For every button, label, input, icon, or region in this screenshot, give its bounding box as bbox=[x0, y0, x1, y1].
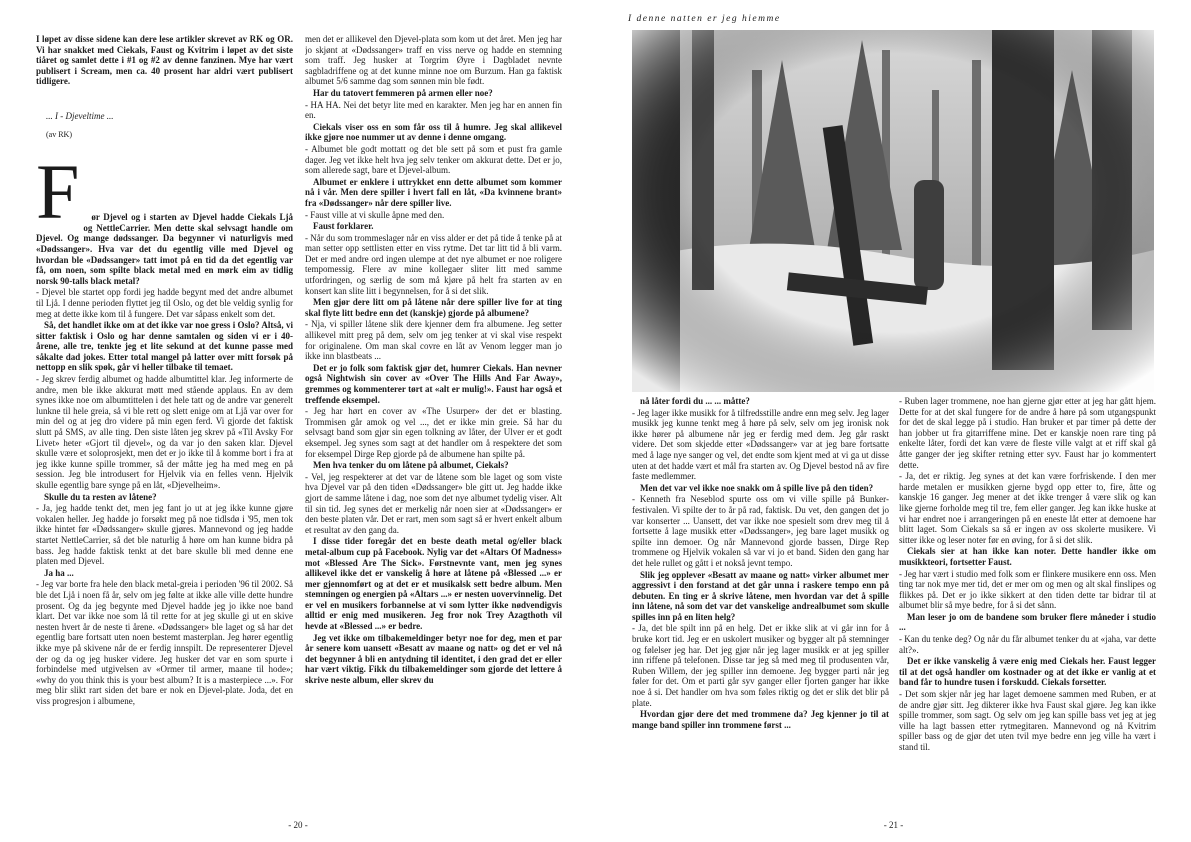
answer-paragraph: - Det som skjer når jeg har laget demoene sammen med Ruben, er at de andre gjør sitt. Jeg dikterer ikke hva Faust skal gjøre. Jeg kan ikke spille trommer, som sagt. Og selv om jeg kan spille bass vet jeg at jeg ville ha lagt bassen etter rytmegitaren. Mannevond og nå Kvitrim spiller bass og de gjør det uten tvil mye bedre enn jeg ville ha vært i stand til. bbox=[899, 689, 1156, 752]
question-paragraph: Men gjør dere litt om på låtene når dere spiller live for at ting skal flyte litt bedre enn det (kanskje) gjorde på albumene? bbox=[305, 297, 562, 318]
question-paragraph: Slik jeg opplever «Besatt av maane og natt» virker albumet mer aggressivt i den forstand at det går unna i raskere tempo enn på debuten. En ting er å skrive låtene, men hvordan var det å spille inn låtene, nå som det var det vanskelige andrealbumet som skulle spilles inn på en liten helg? bbox=[632, 569, 889, 622]
answer-paragraph: - Vel, jeg respekterer at det var de låtene som ble laget og som viste hva Djevel var på den tiden «Dødssanger» ble gitt ut. Jeg hadde ikke gjort de samme låtene i dag, noe som det nye albumet tydelig viser. Alt til sin tid. Jeg synes det er merkelig når noen sier at «Dødssanger» er den beste platen vår. Det er rart, men som sagt så er hvert enkelt album et resultat av den gang da. bbox=[305, 471, 562, 535]
question-paragraph: Det er ikke vanskelig å være enig med Ciekals her. Faust legger til at det også handler om kostnader og at det ikke er vanlig at et band får to hundre tusen i forskudd. Ciekals forsetter. bbox=[899, 656, 1156, 688]
question-paragraph: Har du tatovert femmeren på armen eller noe? bbox=[313, 87, 493, 98]
running-head: I denne natten er jeg hiemme bbox=[628, 14, 781, 24]
answer-paragraph: men det er allikevel den Djevel-plata som kom ut det året. Men jeg har jo skjønt at «Dødssanger» traff en viss nerve og hadde en stemning som traff. Jeg husker at Torgrim Øyre i Dagbladet nevnte sagbladriffene og at det kunne minne noe om Burzum. Han ga faktisk albumet 5/6 samme dag som sønnen min ble født. bbox=[305, 34, 562, 87]
question-paragraph: Ciekals sier at han ikke kan noter. Dette handler ikke om musikkteori, fortsetter Faust. bbox=[899, 546, 1156, 567]
answer-paragraph: - Djevel ble startet opp fordi jeg hadde begynt med det andre albumet til Ljå. I denne perioden flyttet jeg til Oslo, og det ble veldig synlig for meg at dette ikke kom til å fungere. Det var såpass enkelt som det. bbox=[36, 287, 293, 319]
question-paragraph: nå låter fordi du ... ... måtte? bbox=[640, 396, 750, 406]
answer-paragraph: - Kenneth fra Neseblod spurte oss om vi ville spille på Bunker-festivalen. Vi spilte der to år på rad, faktisk. Du vet, den gangen det jo var konserter ... Uansett, det var ikke noe spesielt som drev meg til å fortsette å lage musikk etter «Dødssanger», jeg bare laget musikk og spilte inn demoer. Og når Mannevond gjorde bassen, Dirge Rep trommene og Hjelvik vokalen så var vi jo et band. Siden den gang har det hele rullet og gått i et nokså jevnt tempo. bbox=[632, 494, 889, 568]
answer-paragraph: - Nja, vi spiller låtene slik dere kjenner dem fra albumene. Jeg setter allikevel mitt preg på dem, selv om jeg tenker at vi skal vise respekt for originalene. Om man skal covre en låt av Venom legger man jo ikke inn blastbeats ... bbox=[305, 319, 562, 362]
question-paragraph: Hvordan gjør dere det med trommene da? Jeg kjenner jo til at mange band spiller inn trommene først ... bbox=[632, 709, 889, 730]
question-paragraph: Det er jo folk som faktisk gjør det, humrer Ciekals. Han nevner også Nightwish sin cover av «Over The Hills And Far Away», gremmes og kommenterer tørt at «alt er mulig!». Faust har også et treffende eksempel. bbox=[305, 362, 562, 405]
answer-paragraph: - Ruben lager trommene, noe han gjerne gjør etter at jeg har gått hjem. Dette for at det skal fungere for de andre å høre på som utgangspunkt for det de skal legge på i studio. Han bruker et par timer på dette der han jobber ut fra gitarriffene mine. Det er kanskje noen rare ting på enkelte låter, fordi det kan være de fleste ville valgt at et riff skal gå åtte ganger der jeg skifter retning etter syv. Faust har jo kommentert dette. bbox=[899, 396, 1156, 470]
forest-cross-photo bbox=[632, 30, 1154, 392]
question-paragraph: Men det var vel ikke noe snakk om å spille live på den tiden? bbox=[640, 482, 874, 493]
question-paragraph: Man leser jo om de bandene som bruker flere måneder i studio ... bbox=[899, 611, 1156, 633]
column-4 bbox=[899, 396, 1156, 810]
column-3 bbox=[632, 396, 889, 810]
answer-paragraph: - Kan du tenke deg? Og når du får albumet tenker du at «jaha, var dette alt?». bbox=[899, 634, 1156, 655]
answer-paragraph: - Albumet ble godt mottatt og det ble sett på som et pust fra gamle dager. Jeg vet ikke helt hva jeg selv tenker om akkurat dette. Det er jo, som allerede sagt, bare et Djevel-album. bbox=[305, 143, 562, 176]
question-paragraph: ør Djevel og i starten av Djevel hadde Ciekals Ljå og NettleCarrier. Men dette skal selvsagt handle om Djevel. Og mange dødssanger. Da begynner vi naturligvis med «Dødssanger». Hva var det du egentlig ville med Djevel og hvordan ble «Dødssanger» tatt imot på en tid da det egentlig var få, om noen, som spilte black metal med en mørk eim av tidlig norsk 90-talls black metal? bbox=[36, 212, 293, 286]
drop-cap: F bbox=[36, 148, 80, 236]
answer-paragraph: - Jeg skrev ferdig albumet og hadde albumtittel klar. Jeg informerte de andre, men ble ikke akkurat møtt med stående applaus. En av dem synes ikke noe om albumtittelen i det hele tatt og de andre var generelt lunkne til hele greia, så vi ble rett og slett enige om at Ljå var over for min del og at jeg dro videre på min egen ferd. Vi gjorde det faktisk slutt på SMS, av alle ting. Den siste låten jeg skrev på «Til Avsky For Livet» heter «Gjort til djevel», og da var jo den saken klar. Djevel skulle være et soloprosjekt, men det er jo ikke til å komme bort i fra at jeg ikke kunne spille trommer, så der måtte jeg ha med meg en på session. Jeg ble introdusert for Hjelvik via en felles venn. Hjelvik skulle egentlig bare synge på en låt, «Djevelheim». bbox=[36, 374, 293, 490]
section-title: ... I - Djeveltime ... bbox=[46, 110, 114, 121]
question-paragraph: Albumet er enklere i uttrykket enn dette albumet som kommer nå i vår. Men dere spiller i hvert fall en låt, «Da kvinnene brant» fra «Dødssanger» når dere spiller live. bbox=[305, 176, 562, 208]
answer-paragraph: - Jeg har hørt en cover av «The Usurper» der det er blasting. Trommisen går amok og vel ..., det er ikke min greie. Så har du selvsagt band som gjør sin egen tolkning av låter, der Ulver er et godt eksempel. Jeg synes som sagt at det handler om å respektere det som for eksempel Dirge Rep gjorde på de albumene han spilte på. bbox=[305, 406, 562, 459]
question-paragraph: Ciekals viser oss en som får oss til å humre. Jeg skal allikevel ikke gjøre noe nummer ut av denne i denne omgang. bbox=[305, 121, 562, 143]
page-number-left: - 20 - bbox=[288, 820, 308, 830]
answer-paragraph: - Jeg har vært i studio med folk som er flinkere musikere enn oss. Men ting tar nok mye mer tid, det er mer om og men og alt skal finslipes og flikkes på. Det er jo ikke sikkert at den tiden dette tar bidrar til at albumet blir så mye bedre, for å si det sånn. bbox=[899, 568, 1156, 611]
answer-paragraph: - Faust ville at vi skulle åpne med den. bbox=[305, 209, 445, 220]
right-page bbox=[596, 0, 1191, 842]
column-1 bbox=[36, 34, 293, 810]
article-opening bbox=[36, 150, 293, 706]
answer-paragraph: - Jeg var borte fra hele den black metal-greia i perioden '96 til 2002. Så ble det Ljå i noen få år, selv om jeg følte at ikke alle ville dette hundre prosent. Og da jeg begynte med Djevel hadde jeg jo ikke noe band klart. Det var ikke noe som lå til rette for at jeg skulle gi ut en skive nesten hvert år de neste ti årene. «Dødssanger» ble laget og så har det egentlig bare fortsatt uten noen bestemt masterplan. Jeg hører egentlig ikke mye på skivene når de er ferdig innspilt. De representerer Djevel der og da og jeg husker videre. Jeg husker det var en som spurte i forbindelse med utgivelsen av «Ormer til armer, maane til hode»; «why do you think this is your best album? It is a masterpiece ...». For meg blir slikt rart siden det bare er nok en Djevel-plate. Joda, det en viss progresjon i albumene, bbox=[36, 579, 293, 706]
byline: (av RK) bbox=[46, 129, 72, 139]
question-paragraph: Men hva tenker du om låtene på albumet, Ciekals? bbox=[313, 460, 509, 471]
question-paragraph: Skulle du ta resten av låtene? bbox=[44, 491, 157, 502]
answer-paragraph: - Ja, det er riktig. Jeg synes at det kan være forfriskende. I den mer harde metalen er musikken gjerne bygd opp etter to, fire, åtte og kanskje 16 ganger. Jeg mener at det ikke trenger å være slik og kan like gjerne forholde meg til tre, fem eller ganger. Jeg kan ikke huske at vi har endret noe i arrangeringen på en eneste låt etter at demoene har blitt laget. Som Ciekals sa så er ingen av oss skolerte musikere. Vi sitter ikke og leser noter før en øving, for å si det slik. bbox=[899, 471, 1156, 545]
intro-paragraph: I løpet av disse sidene kan dere lese artikler skrevet av RK og OR. Vi har snakket med Ciekals, Faust og Kvitrim i løpet av det siste tiåret og samlet dette i #1 og #2 av denne fanzinen. Mye har vært publisert i Scream, men ca. 40 prosent har aldri vært publisert tidligere. bbox=[36, 34, 293, 87]
column-1-body bbox=[36, 148, 293, 706]
answer-paragraph: - Jeg lager ikke musikk for å tilfredsstille andre enn meg selv. Jeg lager musikk jeg kunne tenkt meg å høre på selv, selv om jeg ironisk nok ikke hører på albumene når jeg er ferdig med dem. Jeg går raskt videre. Det som skjedde etter «Dødssanger» var at jeg bare fortsatte med å lage nye sanger og vel, det endte som kjent med at vi ga ut disse uten at det hadde vært et mål fra starten av. Og Djevel bestod nå av fire faste medlemmer. bbox=[632, 407, 889, 482]
answer-paragraph: - HA HA. Nei det betyr lite med en karakter. Men jeg har en annen fin en. bbox=[305, 99, 562, 121]
question-paragraph: Faust forklarer. bbox=[313, 221, 374, 232]
answer-paragraph: - Ja, det ble spilt inn på en helg. Det er ikke slik at vi går inn for å bruke kort tid. Jeg er en uskolert musiker og bygger alt på stemninger og følelser jeg har. Det jeg gjør når jeg lager musikk er at jeg spiller inn riffene på telefonen. Disse tar jeg så med meg til produsenten vår, Ruben Willem, der jeg spiller inn demoene. Jeg bygger parti når jeg føler for det. Om et parti går syv ganger eller fjorten ganger har ikke noe å si. Det handler om hva som føles riktig og det er slik det blir på plate. bbox=[632, 623, 889, 708]
column-2 bbox=[305, 34, 562, 810]
question-paragraph: I disse tider foregår det en beste death metal og/eller black metal-album cup på Facebook. Nylig var det «Altars Of Madness» mot «Blessed Are The Sick». Førstnevnte vant, men jeg synes allikevel ikke det er vanskelig å høre at låtene på «Blessed ...» er mer gjennomført og at det er et musikalsk sett bedre album. Men stemningen og energien på «Altars ...» er nesten uovervinnelig. Det er vel en musikers forbannelse at vi som lytter ikke nødvendigvis alltid er enig med musikeren. Jeg fror nok Trey Azagthoth vil hevde at «Blessed ...» er bedre. bbox=[305, 536, 562, 632]
answer-paragraph: - Ja, jeg hadde tenkt det, men jeg fant jo ut at jeg ikke kunne gjøre vokalen heller. Jeg hadde jo forsøkt meg på noe tidlsdø i '95, men tok ikke hintet før «Dødssanger» skulle gjøres. Mannevond og jeg hadde startet NettleCarrier, så det ble naturlig å høre om han kunne bidra på bass. Jeg hadde faktisk tenkt at det bare skulle bli med denne ene platen med Djevel. bbox=[36, 503, 293, 567]
question-paragraph: Jeg vet ikke om tilbakemeldinger betyr noe for deg, men et par år senere kom uansett «Besatt av maane og natt» og det er vel nå det begynner å bli en antydning til identitet, i den grad det er eller har vært viktig. Fikk du tilbakemeldinger som gjorde det lettere å skrive neste album, eller skrev du bbox=[305, 632, 562, 686]
page-number-right: - 21 - bbox=[883, 820, 904, 830]
question-paragraph: Ja ha ... bbox=[44, 567, 74, 578]
question-paragraph: Så, det handlet ikke om at det ikke var noe gress i Oslo? Altså, vi sitter faktisk i Oslo og har denne samtalen og siden vi er i 40-årene, alle tre, tenkte jeg et lite sekund at det kunne passe med såkalte dad jokes. Etter total mangel på latter over mitt forsøk på nettopp en slik spøk, går vi heller tilbake til temaet. bbox=[36, 320, 293, 373]
answer-paragraph: - Når du som trommeslager når en viss alder er det på tide å tenke på at man setter opp settlisten etter en viss rytme. Det tar litt tid å bli varm. Det er med andre ord ingen ulempe at det nye albumet er noe roligere tempomessig. Flere av mine kollegaer sliter litt med samme utfordringen, og særlig de som må kjøre på helt fra starten av en konsert kan slite litt i begynnelsen, for å si det slik. bbox=[305, 232, 562, 296]
